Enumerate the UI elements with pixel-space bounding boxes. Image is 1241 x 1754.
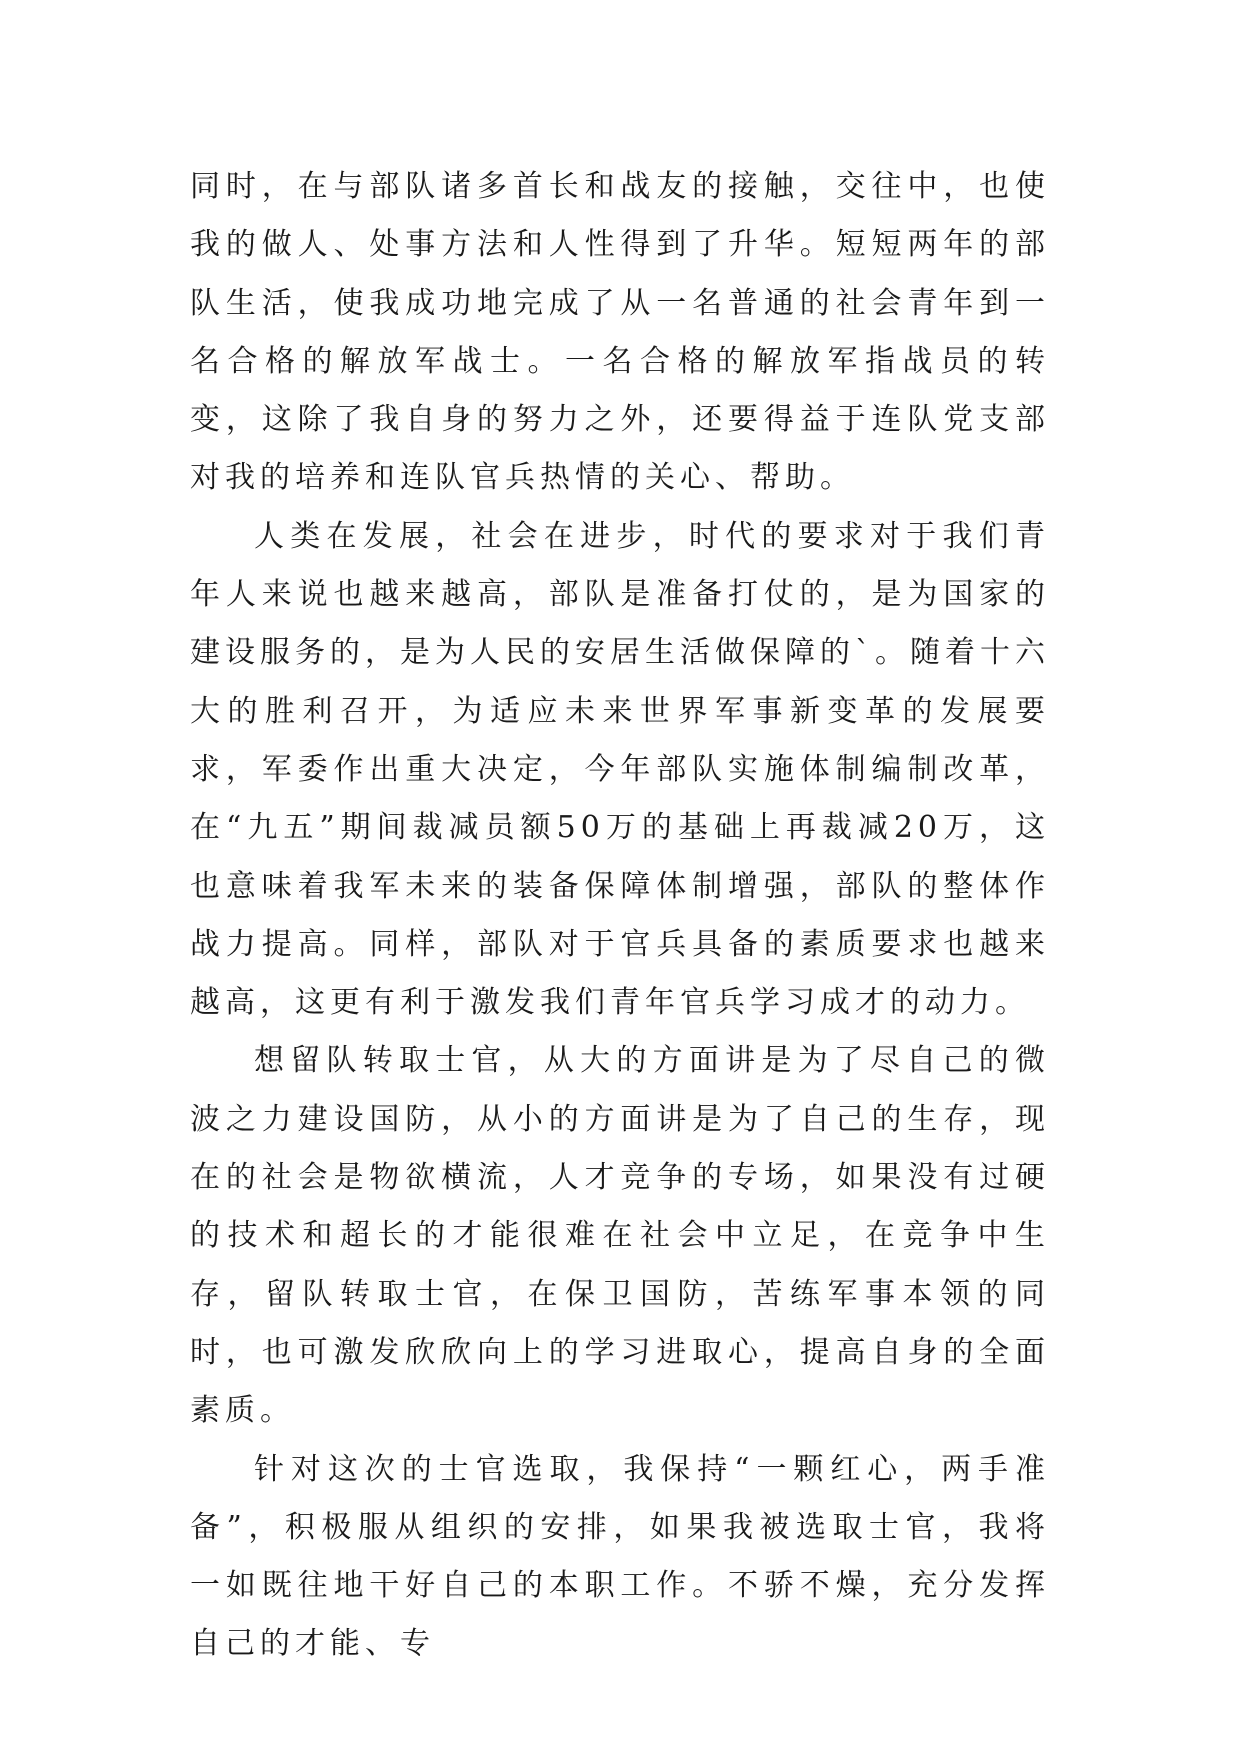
paragraph-4: 针对这次的士官选取，我保持“一颗红心，两手准备”，积极服从组织的安排，如果我被选取士官，我将一如既往地干好自己的本职工作。不骄不燥，充分发挥自己的才能、专 — [190, 1451, 1050, 1662]
paragraph-1: 同时，在与部队诸多首长和战友的接触，交往中，也使我的做人、处事方法和人性得到了升华。短短两年的部队生活，使我成功地完成了从一名普通的社会青年到一名合格的解放军战士。一名合格的解放军指战员的转变，这除了我自身的努力之外，还要得益于连队党支部对我的培养和连队官兵热情的关心、帮助。 — [190, 169, 1050, 496]
paragraph-3: 想留队转取士官，从大的方面讲是为了尽自己的微波之力建设国防，从小的方面讲是为了自己的生存，现在的社会是物欲横流，人才竞争的专场，如果没有过硬的技术和超长的才能很难在社会中立足，在竞争中生存，留队转取士官，在保卫国防，苦练军事本领的同时，也可激发欣欣向上的学习进取心，提高自身的全面素质。 — [190, 1043, 1050, 1429]
paragraph-2: 人类在发展，社会在进步，时代的要求对于我们青年人来说也越来越高，部队是准备打仗的，是为国家的建设服务的，是为人民的安居生活做保障的`。随着十六大的胜利召开，为适应未来世界军事新变革的发展要求，军委作出重大决定，今年部队实施体制编制改革，在“九五”期间裁减员额50万的基础上再裁减20万，这也意味着我军未来的装备保障体制增强，部队的整体作战力提高。同样，部队对于官兵具备的素质要求也越来越高，这更有利于激发我们青年官兵学习成才的动力。 — [190, 518, 1050, 1021]
document-body — [190, 158, 1050, 1674]
